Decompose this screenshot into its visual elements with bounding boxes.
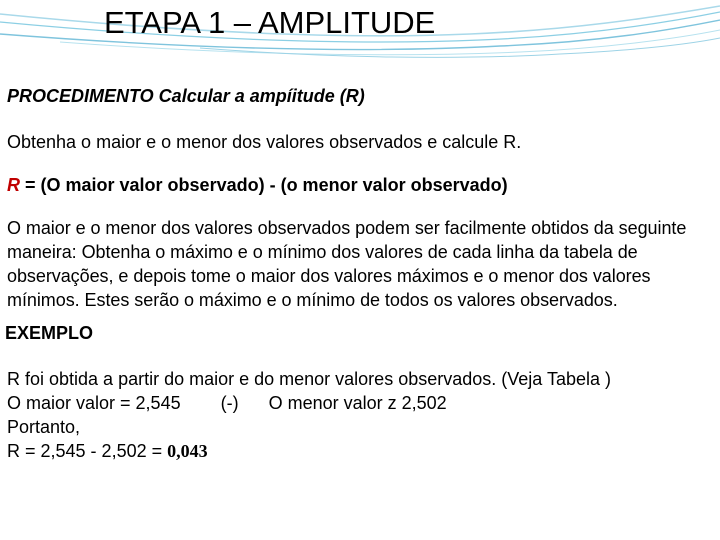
page-title: ETAPA 1 – AMPLITUDE [104,5,436,40]
example-values-line [7,391,713,415]
example-body [7,367,713,463]
result-value: 0,043 [167,441,208,461]
max-value-text: O maior valor = 2,545 [7,393,181,413]
range-formula [7,173,713,197]
instruction-text: Obtenha o maior e o menor dos valores observados e calcule R. [7,132,522,152]
example-line: Portanto, [7,417,81,437]
procedure-heading: PROCEDIMENTO Calcular a ampíitude (R) [7,86,365,106]
content-area [7,84,713,463]
subtraction-operator: (-) [220,393,239,413]
formula-variable: R [7,175,20,195]
example-result-line [7,439,713,463]
formula-expression: = (O maior valor observado) - (o menor valor observado) [20,175,508,195]
result-expression: R = 2,545 - 2,502 = [7,441,168,461]
min-value-text: O menor valor z 2,502 [268,393,447,413]
example-heading: EXEMPLO [5,323,94,343]
explanation-text: O maior e o menor dos valores observados podem ser facilmente obtidos da seguinte maneira: Obtenha o máximo e o mínimo dos valores de cada linha da tabela de observações, e depois tome o maior dos valores máximos e o menor dos valores mínimos. Estes serão o máximo e o mínimo de todos os valores observados. [7,218,687,310]
example-line: R foi obtida a partir do maior e do menor valores observados. (Veja Tabela ) [7,369,611,389]
